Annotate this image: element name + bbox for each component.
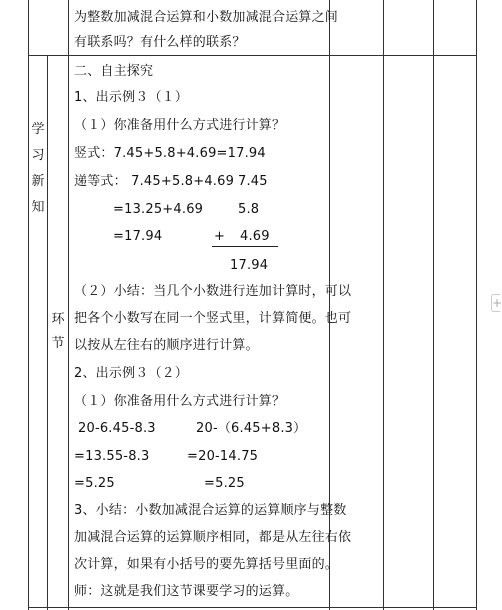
- summary-2-line-2: 加减混合运算的运算顺序相同，都是从左往右依: [74, 530, 352, 545]
- column-divider-content-left: [68, 0, 69, 610]
- column-divider-3: [383, 0, 384, 610]
- stepwise-line-2: =13.25+4.69: [113, 202, 204, 217]
- intro-question-line-2: 有联系吗？有什么样的联系？: [74, 35, 246, 50]
- column-addend-2: 5.8: [238, 202, 260, 217]
- summary-1-line-3: 以按从左往右的顺序进行计算。: [74, 338, 259, 353]
- column-plus-sign: +: [214, 229, 226, 244]
- summary-2-line-3: 次计算，如果有小括号的要先算括号里面的。: [74, 557, 339, 572]
- sub-label-char-2: 节: [51, 336, 65, 351]
- summary-1-line-2: 把各个小数写在同一个竖式里，计算简便。也可: [74, 311, 352, 326]
- section-heading: 二、自主探究: [74, 64, 154, 79]
- column-sum-rule: [212, 246, 278, 247]
- table-border-bottom: [28, 607, 477, 608]
- calc-right-line-2: =20-14.75: [187, 449, 259, 464]
- label-char-3: 新: [31, 174, 45, 189]
- column-divider-5: [476, 0, 477, 610]
- calc-left-line-1: 20-6.45-8.3: [78, 421, 156, 436]
- column-divider-4: [433, 0, 434, 610]
- calc-right-line-3: =5.25: [204, 476, 245, 491]
- example-2-question: （１）你准备用什么方式进行计算？: [74, 394, 286, 409]
- column-addend-1: 7.45: [238, 174, 268, 189]
- label-char-4: 知: [31, 200, 45, 215]
- calc-left-line-3: =5.25: [74, 476, 115, 491]
- column-addend-3: 4.69: [240, 229, 270, 244]
- sub-label-char-1: 环: [51, 312, 65, 327]
- stepwise-line-3: =17.94: [113, 229, 163, 244]
- calc-left-line-2: =13.55-8.3: [74, 449, 150, 464]
- column-result: 17.94: [230, 258, 269, 273]
- example-2-title: 2、出示例３（２）: [74, 366, 189, 381]
- summary-2-line-1: 3、小结：小数加减混合运算的运算顺序与整数: [74, 503, 347, 518]
- expand-handle-icon[interactable]: +: [492, 296, 502, 310]
- teacher-line: 师：这就是我们这节课要学习的运算。: [74, 584, 299, 599]
- example-1-title: 1、出示例３（１）: [74, 90, 189, 105]
- example-1-question: （１）你准备用什么方式进行计算？: [74, 118, 286, 133]
- intro-question-line-1: 为整数加减混合运算和小数加减混合运算之间: [74, 10, 339, 25]
- label-char-2: 习: [31, 148, 45, 163]
- summary-1-line-1: （２）小结：当几个小数进行连加计算时，可以: [74, 284, 352, 299]
- label-char-1: 学: [31, 122, 45, 137]
- column-divider-label: [47, 56, 48, 610]
- row-divider: [28, 55, 477, 56]
- table-border-left: [28, 0, 29, 610]
- calc-right-line-1: 20-（6.45+8.3）: [196, 421, 307, 436]
- stepwise-line-1: 递等式： 7.45+5.8+4.69: [74, 174, 235, 189]
- vertical-form-line: 竖式：7.45+5.8+4.69=17.94: [74, 146, 266, 161]
